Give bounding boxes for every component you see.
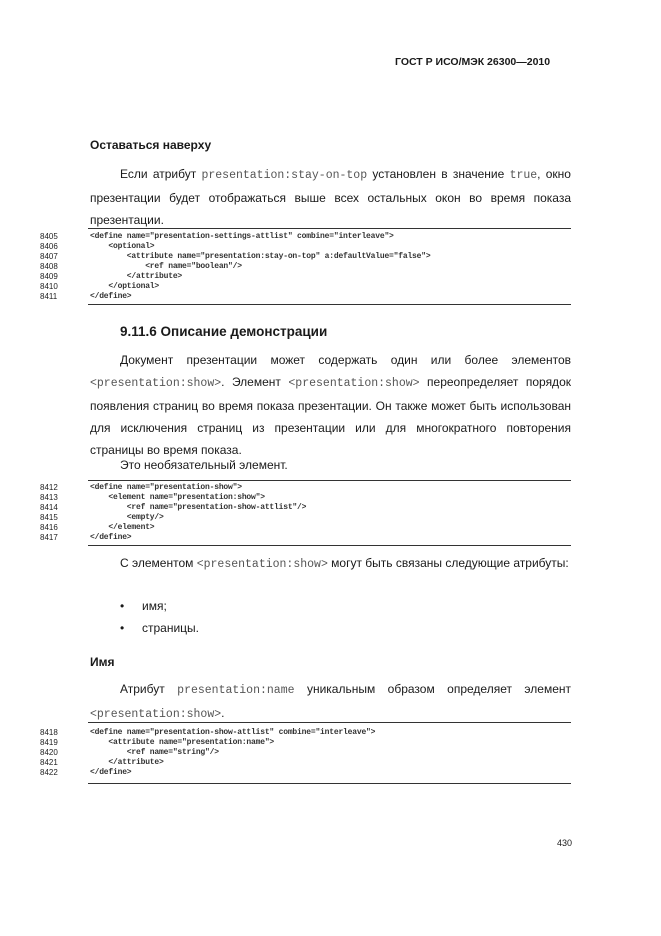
code-text: </optional> (90, 282, 160, 291)
code-text: </attribute> (90, 272, 183, 281)
line-number: 8420 (40, 748, 58, 757)
line-number: 8412 (40, 483, 58, 492)
code-text: <attribute name="presentation:name"> (90, 738, 275, 747)
list-item (120, 621, 199, 635)
code-text: </define> (90, 768, 132, 777)
code-block-show-attlist (40, 720, 571, 786)
text-fragment: Если атрибут (120, 167, 202, 181)
text-fragment: могут быть связаны следующие атрибуты: (327, 556, 569, 570)
text-fragment: переопределяет порядок появления страниц во время показа презентации. Он также может быть использован для исключения страниц из презентации или для многократного повторения страницы во время показа. (90, 375, 571, 457)
paragraph-optional-element: Это необязательный элемент. (120, 458, 288, 472)
code-text: <define name="presentation-show-attlist" combine="interleave"> (90, 728, 376, 737)
text-fragment: . Элемент (221, 375, 289, 389)
text-fragment: Атрибут (120, 682, 178, 696)
code-block-stay-on-top (40, 226, 571, 334)
code-text: <ref name="string"/> (90, 748, 219, 757)
code-rule-top (88, 722, 571, 723)
bullet-mark: • (120, 599, 125, 613)
code-text: <optional> (90, 242, 155, 251)
code-text: </define> (90, 533, 132, 542)
text-fragment: Документ презентации может содержать один или более элементов (120, 353, 571, 367)
code-text: <element name="presentation:show"> (90, 493, 265, 502)
line-number: 8411 (40, 292, 58, 301)
paragraph-show-description (90, 349, 571, 461)
line-number: 8416 (40, 523, 58, 532)
code-text: </attribute> (90, 758, 164, 767)
code-text: <define name="presentation-settings-attlist" combine="interleave"> (90, 232, 394, 241)
inline-code: true (509, 169, 538, 182)
text-fragment: установлен в значение (367, 167, 510, 181)
line-number: 8406 (40, 242, 58, 251)
bullet-mark: • (120, 621, 125, 635)
list-item-text: имя; (142, 599, 167, 613)
line-number: 8413 (40, 493, 58, 502)
paragraph-name-attribute (90, 678, 571, 726)
paragraph-attributes-intro (90, 552, 571, 576)
section-heading-stay-on-top: Оставаться наверху (90, 138, 212, 152)
line-number: 8409 (40, 272, 58, 281)
inline-code: <presentation:show> (288, 377, 420, 390)
section-heading-name: Имя (90, 655, 115, 669)
code-rule-bottom (88, 545, 571, 546)
text-fragment: , окно презентации будет отображаться выше всех остальных окон во время показа презентации. (90, 167, 571, 227)
code-rule-top (88, 480, 571, 481)
line-number: 8405 (40, 232, 58, 241)
code-rule-bottom (88, 304, 571, 305)
list-item-text: страницы. (142, 621, 200, 635)
code-text: </element> (90, 523, 155, 532)
inline-code: presentation:stay-on-top (201, 169, 368, 182)
code-text: <ref name="boolean"/> (90, 262, 242, 271)
text-fragment: С элементом (120, 556, 197, 570)
page-number: 430 (557, 838, 573, 848)
line-number: 8418 (40, 728, 58, 737)
code-text: <empty/> (90, 513, 164, 522)
line-number: 8419 (40, 738, 58, 747)
section-heading-9-11-6: 9.11.6 Описание демонстрации (120, 324, 328, 339)
line-number: 8414 (40, 503, 58, 512)
code-rule-top (88, 228, 571, 229)
line-number: 8407 (40, 252, 58, 261)
paragraph-stay-on-top (90, 163, 571, 231)
code-text: <ref name="presentation-show-attlist"/> (90, 503, 307, 512)
code-text: </define> (90, 292, 132, 301)
page-header-title: ГОСТ Р ИСО/МЭК 26300—2010 (395, 56, 551, 68)
code-block-presentation-show (40, 478, 571, 548)
inline-code: <presentation:show> (90, 708, 222, 721)
code-rule-bottom (88, 783, 571, 784)
inline-code: <presentation:show> (90, 377, 222, 390)
inline-code: <presentation:show> (196, 558, 328, 571)
list-item (120, 599, 167, 613)
text-fragment: . (221, 706, 225, 720)
inline-code: presentation:name (177, 684, 295, 697)
text-fragment: уникальным образом определяет элемент (294, 682, 571, 696)
line-number: 8410 (40, 282, 58, 291)
line-number: 8415 (40, 513, 58, 522)
code-text: <attribute name="presentation:stay-on-top" a:defaultValue="false"> (90, 252, 431, 261)
code-text: <define name="presentation-show"> (90, 483, 242, 492)
line-number: 8408 (40, 262, 58, 271)
line-number: 8422 (40, 768, 58, 777)
line-number: 8421 (40, 758, 58, 767)
line-number: 8417 (40, 533, 58, 542)
